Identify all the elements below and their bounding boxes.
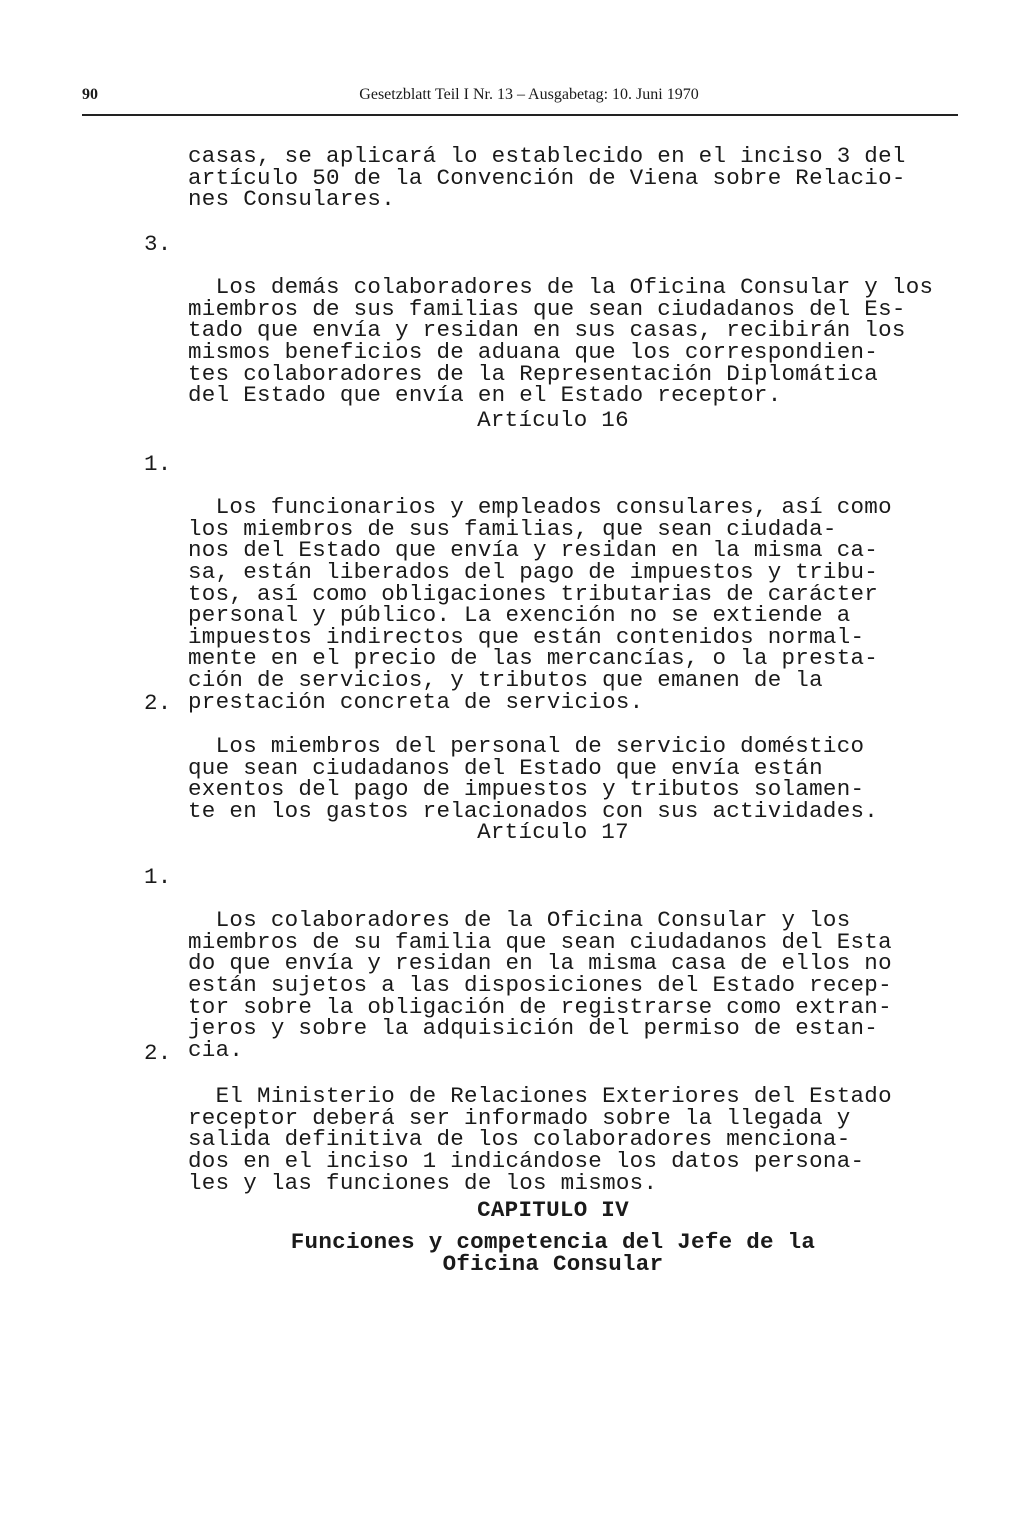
- article-16-heading: Artículo 16: [477, 407, 629, 433]
- page-number: 90: [82, 86, 98, 103]
- chapter-heading: CAPITULO IV: [477, 1197, 629, 1223]
- continuation-paragraph: casas, se aplicará lo establecido en el inciso 3 del artículo 50 de la Convención de Viena sobre Relacio- nes Consulares.: [188, 143, 906, 213]
- paragraph-number: 1.: [144, 451, 172, 477]
- chapter-subtitle: Funciones y competencia del Jefe de la Oficina Consular: [290, 1229, 816, 1277]
- article-17-paragraph-2: [144, 1040, 918, 1196]
- paragraph-text: Los funcionarios y empleados consulares, así como los miembros de sus familias, que sean ciudada- nos del Estado que envía y residan en la misma ca- sa, están liberados del pago de impuestos y tribu- tos, así como obligaciones tributarias de carácter personal y público. La exención no se extiende a impuestos indirectos que están contenidos normal- mente en el precio de las mercancías, o la presta- ción de servicios, y tributos que emanen de la prestación concreta de servicios.: [188, 494, 892, 715]
- running-head: Gesetzblatt Teil I Nr. 13 – Ausgabetag: 10. Juni 1970: [359, 86, 699, 103]
- paragraph-number: 1.: [144, 864, 172, 890]
- article-16-paragraph-2: [144, 690, 918, 824]
- page-header: [82, 86, 956, 110]
- paragraph-text: El Ministerio de Relaciones Exteriores del Estado receptor deberá ser informado sobre la llegada y salida definitiva de los colaboradores menciona- dos en el inciso 1 indicándose los datos persona- les y las funciones de los mismos.: [188, 1083, 892, 1196]
- article-16-paragraph-1: [144, 451, 918, 715]
- paragraph-number: 2.: [144, 1040, 172, 1066]
- paragraph-number: 2.: [144, 690, 172, 716]
- article-17-paragraph-1: [144, 864, 918, 1063]
- paragraph-text: Los miembros del personal de servicio doméstico que sean ciudadanos del Estado que envía están exentos del pago de impuestos y tributos solamen- te en los gastos relacionados con sus actividades.: [188, 733, 879, 824]
- paragraph-3: [144, 231, 934, 409]
- article-17-heading: Artículo 17: [477, 819, 629, 845]
- header-rule: [82, 114, 958, 116]
- paragraph-text: Los colaboradores de la Oficina Consular y los miembros de su familia que sean ciudadanos del Esta do que envía y residan en la misma casa de ellos no están sujetos a las disposiciones del Estado recep- tor sobre la obligación de registrarse como extran- jeros y sobre la adquisición del permiso de estan- cia.: [188, 907, 892, 1063]
- paragraph-number: 3.: [144, 231, 172, 257]
- paragraph-text: Los demás colaboradores de la Oficina Consular y los miembros de sus familias que sean ciudadanos del Es- tado que envía y residan en sus casas, recibirán los mismos beneficios de aduana que los correspondien- tes colaboradores de la Representación Diplomática del Estado que envía en el Estado receptor.: [188, 274, 934, 409]
